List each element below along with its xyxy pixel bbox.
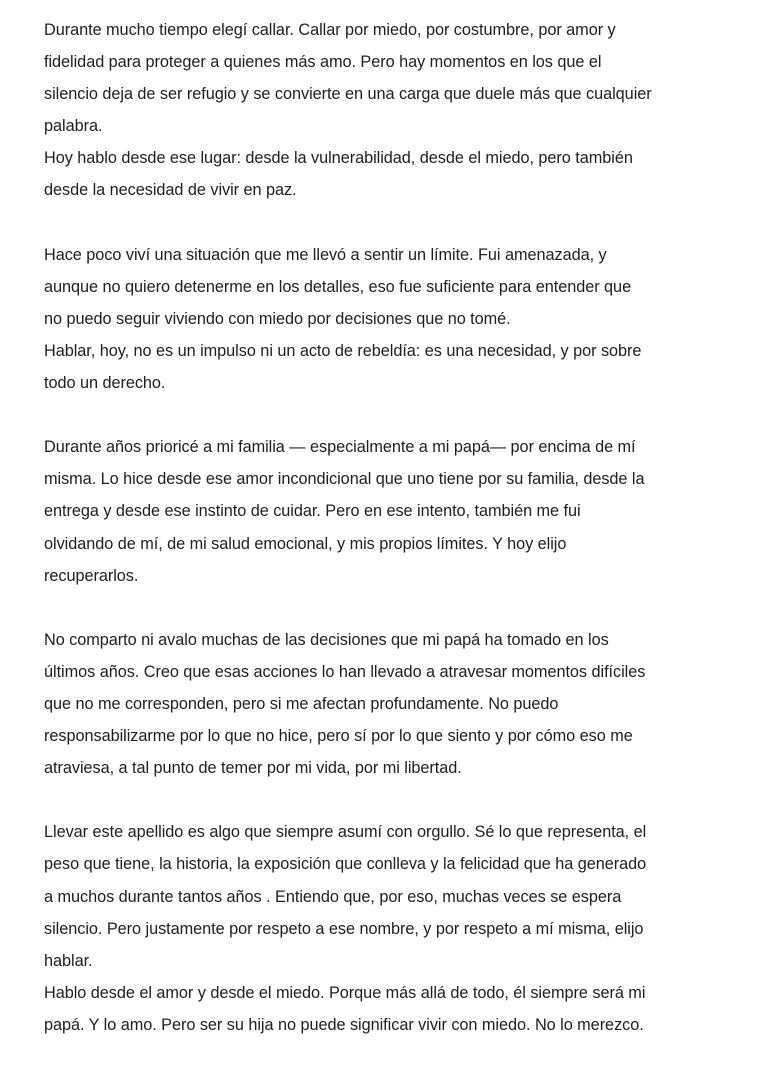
text-line: olvidando de mí, de mi salud emocional, y mis propios límites. Y hoy elijo: [44, 534, 567, 553]
text-line: Hoy hablo desde ese lugar: desde la vulnerabilidad, desde el miedo, pero también: [44, 149, 633, 168]
text-line: misma. Lo hice desde ese amor incondicional que uno tiene por su familia, desde la: [44, 470, 645, 489]
text-line: hablar.: [44, 951, 93, 970]
text-line: recuperarlos.: [44, 566, 139, 585]
text-line: Hablar, hoy, no es un impulso ni un acto de rebeldía: es una necesidad, y por sobre: [44, 341, 642, 360]
text-line: a muchos durante tantos años . Entiendo que, por eso, muchas veces se espera: [44, 887, 622, 906]
paragraph-5: [44, 816, 744, 1041]
text-line: Durante mucho tiempo elegí callar. Callar por miedo, por costumbre, por amor y: [44, 21, 616, 39]
text-line: Llevar este apellido es algo que siempre asumí con orgullo. Sé lo que representa, el: [44, 823, 647, 842]
paragraph-4: [44, 624, 744, 784]
text-line: desde la necesidad de vivir en paz.: [44, 181, 297, 200]
paragraph-1: [44, 14, 744, 207]
text-line: Hace poco viví una situación que me llevó a sentir un límite. Fui amenazada, y: [44, 245, 607, 264]
text-line: no puedo seguir viviendo con miedo por decisiones que no tomé.: [44, 309, 511, 328]
text-line: papá. Y lo amo. Pero ser su hija no puede significar vivir con miedo. No lo merezco.: [44, 1015, 644, 1034]
text-line: atraviesa, a tal punto de temer por mi vida, por mi libertad.: [44, 759, 462, 778]
text-line: entrega y desde ese instinto de cuidar. Pero en ese intento, también me fui: [44, 502, 581, 521]
document-body: [44, 14, 744, 1073]
text-line: silencio deja de ser refugio y se convierte en una carga que duele más que cualquier: [44, 85, 652, 104]
paragraph-3: [44, 431, 744, 591]
text-line: silencio. Pero justamente por respeto a ese nombre, y por respeto a mí misma, elijo: [44, 919, 644, 938]
text-line: palabra.: [44, 117, 103, 136]
text-line: aunque no quiero detenerme en los detalles, eso fue suficiente para entender que: [44, 277, 632, 296]
paragraph-2: [44, 239, 744, 399]
text-line: Durante años prioricé a mi familia — especialmente a mi papá— por encima de mí: [44, 438, 636, 457]
text-line: últimos años. Creo que esas acciones lo han llevado a atravesar momentos difíciles: [44, 662, 646, 681]
text-line: fidelidad para proteger a quienes más amo. Pero hay momentos en los que el: [44, 53, 602, 72]
text-line: No comparto ni avalo muchas de las decisiones que mi papá ha tomado en los: [44, 630, 609, 649]
text-line: responsabilizarme por lo que no hice, pero sí por lo que siento y por cómo eso me: [44, 727, 633, 746]
text-line: todo un derecho.: [44, 374, 166, 393]
text-line: peso que tiene, la historia, la exposición que conlleva y la felicidad que ha generado: [44, 855, 647, 874]
text-line: que no me corresponden, pero si me afectan profundamente. No puedo: [44, 694, 559, 713]
text-line: Hablo desde el amor y desde el miedo. Porque más allá de todo, él siempre será mi: [44, 983, 646, 1002]
